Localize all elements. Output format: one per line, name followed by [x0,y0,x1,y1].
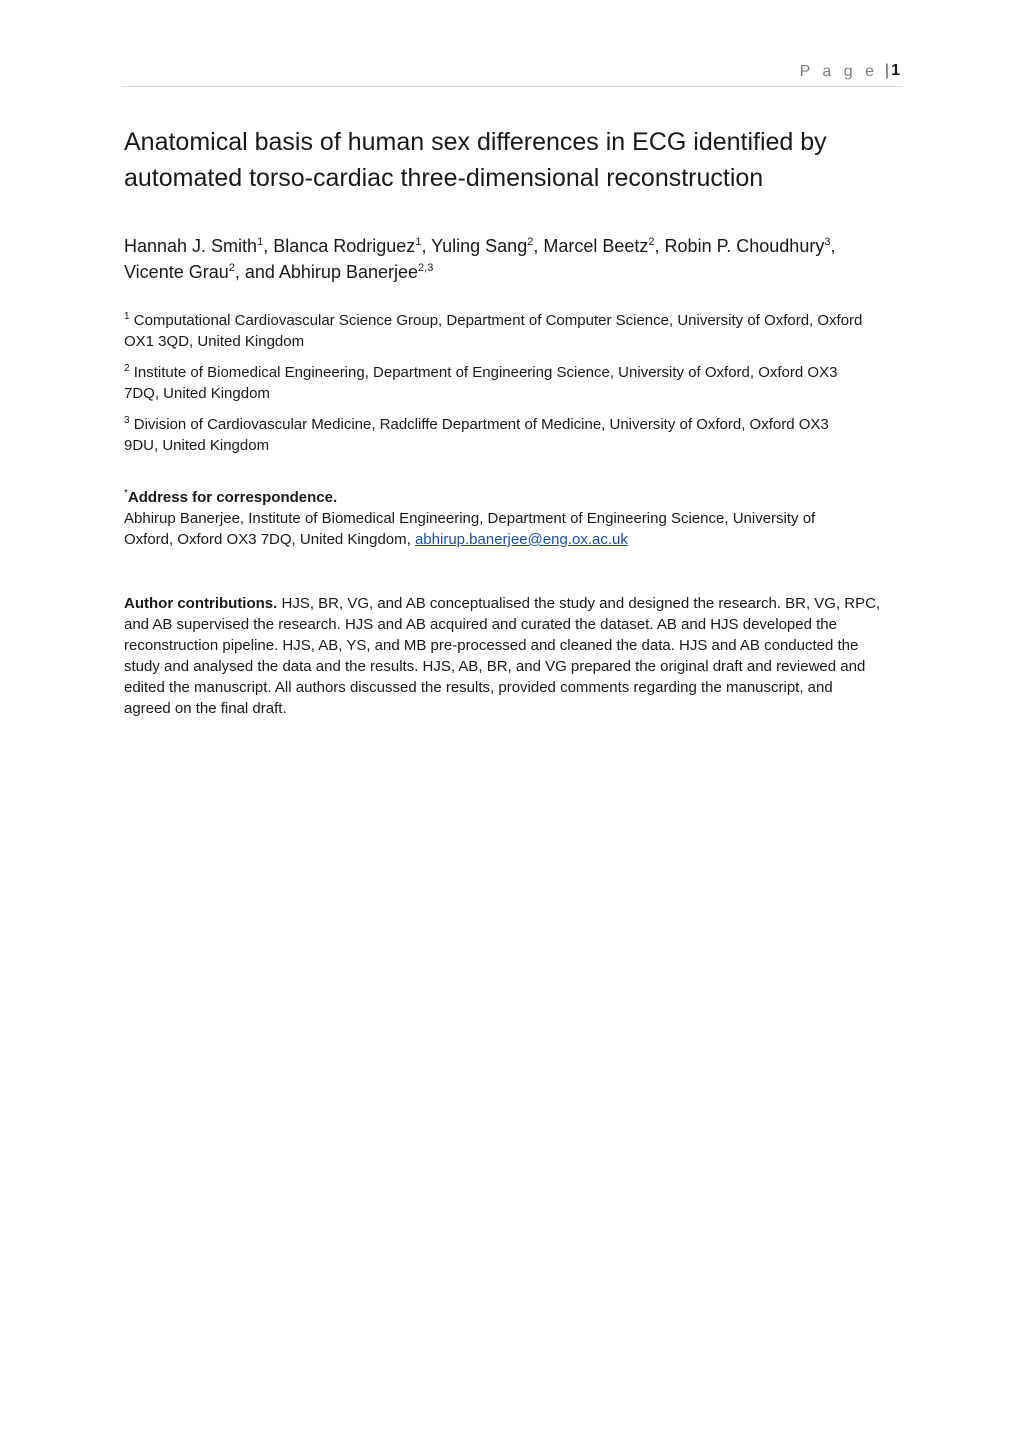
author-name: Vicente Grau [124,262,229,282]
contributions-text: study and analysed the data and the results. HJS, AB, BR, and VG prepared the original draft and reviewed and [124,658,866,675]
affiliation-text: Institute of Biomedical Engineering, Department of Engineering Science, University of Oxford, Oxford OX3 [133,364,838,381]
correspondence-block [124,487,904,550]
title-line-1: Anatomical basis of human sex differences in ECG identified by [124,128,827,156]
author-separator: , [533,236,544,256]
author-separator: , [421,236,432,256]
author-name: Robin P. Choudhury [664,236,825,256]
affiliation-mark: 2 [124,363,130,374]
author-name: Yuling Sang [431,236,528,256]
author-affiliation-mark: 2 [527,236,534,248]
affiliation-text: Computational Cardiovascular Science Group, Department of Computer Science, University of Oxford, Oxford [133,312,863,329]
affiliation-2 [124,362,904,404]
contributions-text: agreed on the final draft. [124,700,287,717]
author-contributions [124,593,904,719]
author-affiliation-mark: 2,3 [418,262,434,274]
author-affiliation-mark: 1 [257,236,264,248]
contributions-text: reconstruction pipeline. HJS, AB, YS, and MB pre-processed and cleaned the data. HJS and AB conducted the [124,637,859,654]
page-separator: | [884,62,889,79]
author-name: Abhirup Banerjee [278,262,419,282]
affiliation-mark: 3 [124,415,130,426]
author-name: Blanca Rodriguez [273,236,416,256]
author-list [124,233,904,285]
affiliation-text: 9DU, United Kingdom [124,437,270,454]
correspondence-text: Abhirup Banerjee, Institute of Biomedical Engineering, Department of Engineering Science, University of [124,510,816,527]
author-name: Marcel Beetz [543,236,649,256]
author-separator: , [263,236,274,256]
affiliation-mark: 1 [124,311,130,322]
author-affiliation-mark: 2 [648,236,655,248]
paper-title [124,124,904,196]
affiliation-text: 7DQ, United Kingdom [124,385,270,402]
page-label: P a g e [799,63,878,80]
email-link[interactable]: abhirup.banerjee@eng.ox.ac.uk [414,531,628,548]
contributions-heading: Author contributions. [124,595,278,612]
contributions-text: and AB supervised the research. HJS and AB acquired and curated the dataset. AB and HJS developed the [124,616,837,633]
author-separator: , and [234,262,279,282]
contributions-text: edited the manuscript. All authors discussed the results, provided comments regarding the manuscript, and [124,679,833,696]
author-affiliation-mark: 3 [824,236,831,248]
author-separator: , [654,236,665,256]
correspondence-heading: Address for correspondence. [127,489,338,506]
correspondence-marker: * [124,488,128,499]
author-separator: , [830,236,836,256]
affiliation-text: OX1 3QD, United Kingdom [124,333,305,350]
correspondence-text: Oxford, Oxford OX3 7DQ, United Kingdom, [124,531,415,548]
title-line-2: automated torso-cardiac three-dimensional reconstruction [124,164,764,192]
affiliation-text: Division of Cardiovascular Medicine, Radcliffe Department of Medicine, University of Oxford, Oxford OX3 [133,416,829,433]
author-affiliation-mark: 2 [228,262,235,274]
page-header [122,58,902,87]
affiliation-3 [124,414,904,456]
author-name: Hannah J. Smith [124,236,258,256]
affiliation-1 [124,310,904,352]
page-number: 1 [891,62,900,79]
author-affiliation-mark: 1 [415,236,422,248]
contributions-text: HJS, BR, VG, and AB conceptualised the study and designed the research. BR, VG, RPC, [277,595,881,612]
